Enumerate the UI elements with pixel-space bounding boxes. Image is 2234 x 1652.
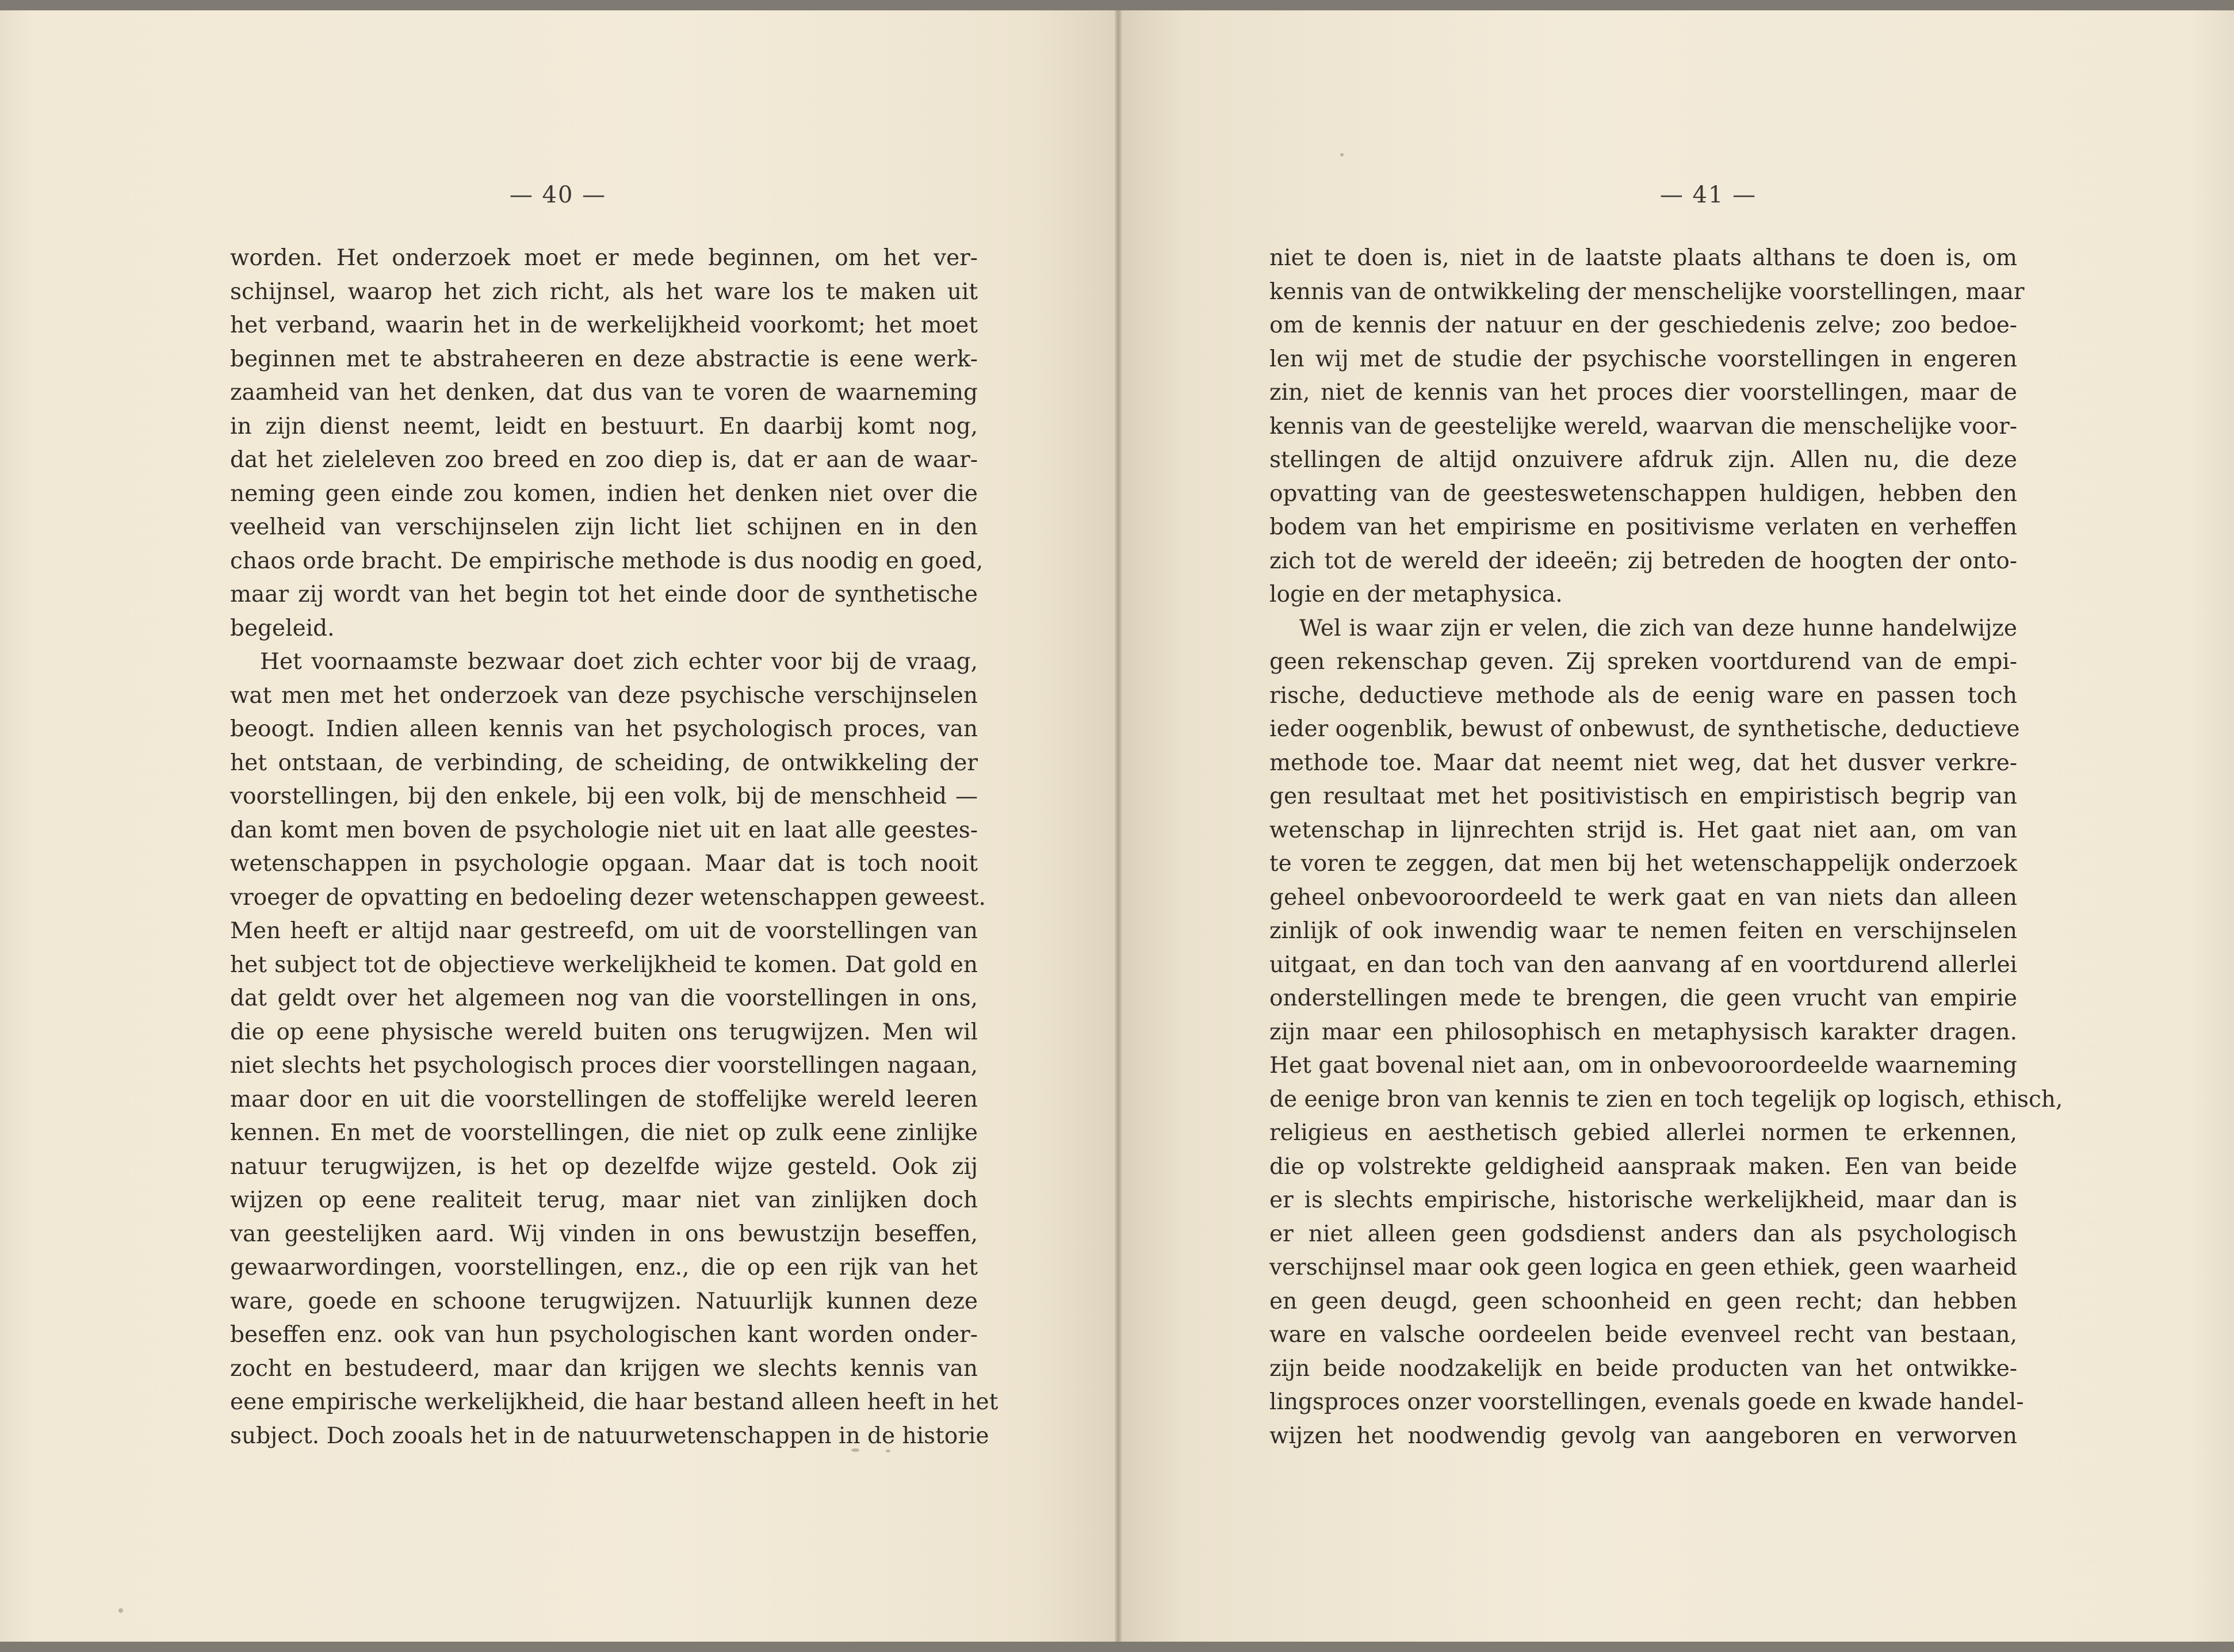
text-line: eene empirische werkelijkheid, die haar bestand alleen heeft in het bbox=[230, 1389, 999, 1415]
text-line: veelheid van verschijnselen zijn licht liet schijnen en in den bbox=[230, 514, 978, 540]
text-line: logie en der metaphysica. bbox=[1269, 582, 1563, 607]
right-page-text bbox=[1269, 242, 2063, 1453]
text-line: neming geen einde zou komen, indien het denken niet over die bbox=[230, 480, 978, 507]
text-line: beginnen met te abstraheeren en deze abstractie is eene werk- bbox=[230, 346, 978, 372]
text-line: het verband, waarin het in de werkelijkheid voorkomt; het moet bbox=[230, 312, 978, 338]
text-line: om de kennis der natuur en der geschiedenis zelve; zoo bedoe- bbox=[1269, 312, 2017, 338]
text-line: er is slechts empirische, historische werkelijkheid, maar dan is bbox=[1269, 1187, 2017, 1213]
text-line: het ontstaan, de verbinding, de scheiding, de ontwikkeling der bbox=[230, 749, 978, 776]
text-line: subject. Doch zooals het in de natuurwetenschappen in de historie bbox=[230, 1422, 989, 1449]
text-line: wat men met het onderzoek van deze psychische verschijnselen bbox=[230, 682, 978, 709]
ink-speck bbox=[118, 1608, 123, 1613]
text-line: beseffen enz. ook van hun psychologischen kant worden onder- bbox=[230, 1322, 978, 1348]
text-line: wetenschap in lijnrechten strijd is. Het gaat niet aan, om van bbox=[1269, 817, 2017, 843]
open-book-spread bbox=[0, 10, 2234, 1642]
text-line: geen rekenschap geven. Zij spreken voortdurend van de empi- bbox=[1269, 649, 2017, 675]
ink-speck bbox=[1340, 153, 1344, 156]
left-page bbox=[0, 10, 1118, 1642]
text-line: gewaarwordingen, voorstellingen, enz., die op een rijk van het bbox=[230, 1255, 978, 1280]
text-line: religieus en aesthetisch gebied allerlei normen te erkennen, bbox=[1269, 1120, 2017, 1146]
text-line: het subject tot de objectieve werkelijkheid te komen. Dat gold en bbox=[230, 951, 978, 978]
text-line: niet te doen is, niet in de laatste plaats althans te doen is, om bbox=[1269, 245, 2017, 271]
text-line: zocht en bestudeerd, maar dan krijgen we slechts kennis van bbox=[230, 1355, 978, 1382]
text-line: chaos orde bracht. De empirische methode is dus noodig en goed, bbox=[230, 548, 984, 574]
text-line: wetenschappen in psychologie opgaan. Maar dat is toch nooit bbox=[230, 851, 978, 877]
text-line: wijzen op eene realiteit terug, maar niet van zinlijken doch bbox=[230, 1187, 978, 1213]
text-line: er niet alleen geen godsdienst anders dan als psychologisch bbox=[1269, 1221, 2017, 1247]
text-line: rische, deductieve methode als de eenig ware en passen toch bbox=[1269, 682, 2017, 709]
left-page-text bbox=[230, 242, 999, 1453]
text-line: geheel onbevooroordeeld te werk gaat en van niets dan alleen bbox=[1269, 884, 2017, 911]
text-line: kennis van de ontwikkeling der menschelijke voorstellingen, maar bbox=[1269, 278, 2025, 305]
text-line: worden. Het onderzoek moet er mede beginnen, om het ver- bbox=[230, 245, 978, 271]
text-line: ware en valsche oordeelen beide evenveel recht van bestaan, bbox=[1269, 1322, 2017, 1348]
text-line: beoogt. Indien alleen kennis van het psychologisch proces, van bbox=[230, 716, 978, 742]
text-line: gen resultaat met het positivistisch en empiristisch begrip van bbox=[1269, 783, 2017, 809]
text-line: niet slechts het psychologisch proces dier voorstellingen nagaan, bbox=[230, 1053, 978, 1079]
text-line: natuur terugwijzen, is het op dezelfde wijze gesteld. Ook zij bbox=[230, 1153, 978, 1180]
text-line: kennis van de geestelijke wereld, waarvan die menschelijke voor- bbox=[1269, 413, 2017, 439]
text-line: methode toe. Maar dat neemt niet weg, dat het dusver verkre- bbox=[1269, 749, 2017, 776]
text-line: dat het zieleleven zoo breed en zoo diep is, dat er aan de waar- bbox=[230, 447, 978, 473]
text-line: begeleid. bbox=[230, 615, 335, 641]
page-number: — 40 — bbox=[509, 182, 607, 208]
text-line: ware, goede en schoone terugwijzen. Natuurlijk kunnen deze bbox=[230, 1288, 978, 1314]
text-line: voorstellingen, bij den enkele, bij een volk, bij de menschheid — bbox=[230, 783, 978, 809]
text-line: in zijn dienst neemt, leidt en bestuurt. En daarbij komt nog, bbox=[230, 413, 978, 439]
text-line: zijn maar een philosophisch en metaphysisch karakter dragen. bbox=[1269, 1019, 2017, 1045]
text-line: vroeger de opvatting en bedoeling dezer wetenschappen geweest. bbox=[230, 884, 986, 911]
text-line: wijzen het noodwendig gevolg van aangeboren en verworven bbox=[1269, 1422, 2017, 1449]
text-line: dan komt men boven de psychologie niet uit en laat alle geestes- bbox=[230, 817, 978, 843]
text-line: en geen deugd, geen schoonheid en geen recht; dan hebben bbox=[1269, 1288, 2017, 1314]
ink-speck bbox=[851, 1448, 859, 1452]
text-line: schijnsel, waarop het zich richt, als het ware los te maken uit bbox=[230, 278, 978, 305]
text-line: te voren te zeggen, dat men bij het wetenschappelijk onderzoek bbox=[1269, 851, 2017, 877]
text-line: zinlijk of ook inwendig waar te nemen feiten en verschijnselen bbox=[1269, 918, 2017, 944]
text-line: de eenige bron van kennis te zien en toch tegelijk op logisch, ethisch, bbox=[1269, 1086, 2063, 1112]
ink-speck bbox=[886, 1450, 890, 1452]
right-page bbox=[1118, 10, 2234, 1642]
text-line: van geestelijken aard. Wij vinden in ons bewustzijn beseffen, bbox=[230, 1221, 978, 1247]
text-line: die op volstrekte geldigheid aanspraak maken. Een van beide bbox=[1269, 1153, 2017, 1180]
text-line: bodem van het empirisme en positivisme verlaten en verheffen bbox=[1269, 514, 2017, 540]
text-line: dat geldt over het algemeen nog van die voorstellingen in ons, bbox=[230, 985, 978, 1011]
text-line: maar door en uit die voorstellingen de stoffelijke wereld leeren bbox=[230, 1086, 978, 1112]
text-line: zaamheid van het denken, dat dus van te voren de waarneming bbox=[230, 380, 978, 406]
book-gutter bbox=[1115, 10, 1122, 1642]
text-line: zin, niet de kennis van het proces dier voorstellingen, maar de bbox=[1269, 380, 2017, 406]
text-line: Wel is waar zijn er velen, die zich van deze hunne handelwijze bbox=[1299, 615, 2017, 641]
text-line: Het gaat bovenal niet aan, om in onbevooroordeelde waarneming bbox=[1269, 1053, 2017, 1079]
text-line: kennen. En met de voorstellingen, die niet op zulk eene zinlijke bbox=[230, 1120, 978, 1146]
text-line: die op eene physische wereld buiten ons terugwijzen. Men wil bbox=[230, 1019, 978, 1045]
text-line: zich tot de wereld der ideeën; zij betreden de hoogten der onto- bbox=[1269, 548, 2017, 574]
text-line: Het voornaamste bezwaar doet zich echter voor bij de vraag, bbox=[260, 649, 978, 675]
text-line: maar zij wordt van het begin tot het einde door de synthetische bbox=[230, 582, 978, 607]
text-line: stellingen de altijd onzuivere afdruk zijn. Allen nu, die deze bbox=[1269, 447, 2017, 473]
text-line: len wij met de studie der psychische voorstellingen in engeren bbox=[1269, 346, 2017, 372]
text-line: zijn beide noodzakelijk en beide producten van het ontwikke- bbox=[1269, 1355, 2017, 1382]
text-line: verschijnsel maar ook geen logica en geen ethiek, geen waarheid bbox=[1269, 1255, 2017, 1280]
text-line: ieder oogenblik, bewust of onbewust, de synthetische, deductieve bbox=[1269, 716, 2020, 742]
page-number: — 41 — bbox=[1659, 182, 1757, 208]
text-line: opvatting van de geesteswetenschappen huldigen, hebben den bbox=[1269, 480, 2017, 507]
text-line: onderstellingen mede te brengen, die geen vrucht van empirie bbox=[1269, 985, 2017, 1011]
text-line: Men heeft er altijd naar gestreefd, om uit de voorstellingen van bbox=[230, 918, 978, 944]
text-line: lingsproces onzer voorstellingen, evenals goede en kwade handel- bbox=[1269, 1389, 2024, 1415]
text-line: uitgaat, en dan toch van den aanvang af en voortdurend allerlei bbox=[1269, 951, 2017, 978]
